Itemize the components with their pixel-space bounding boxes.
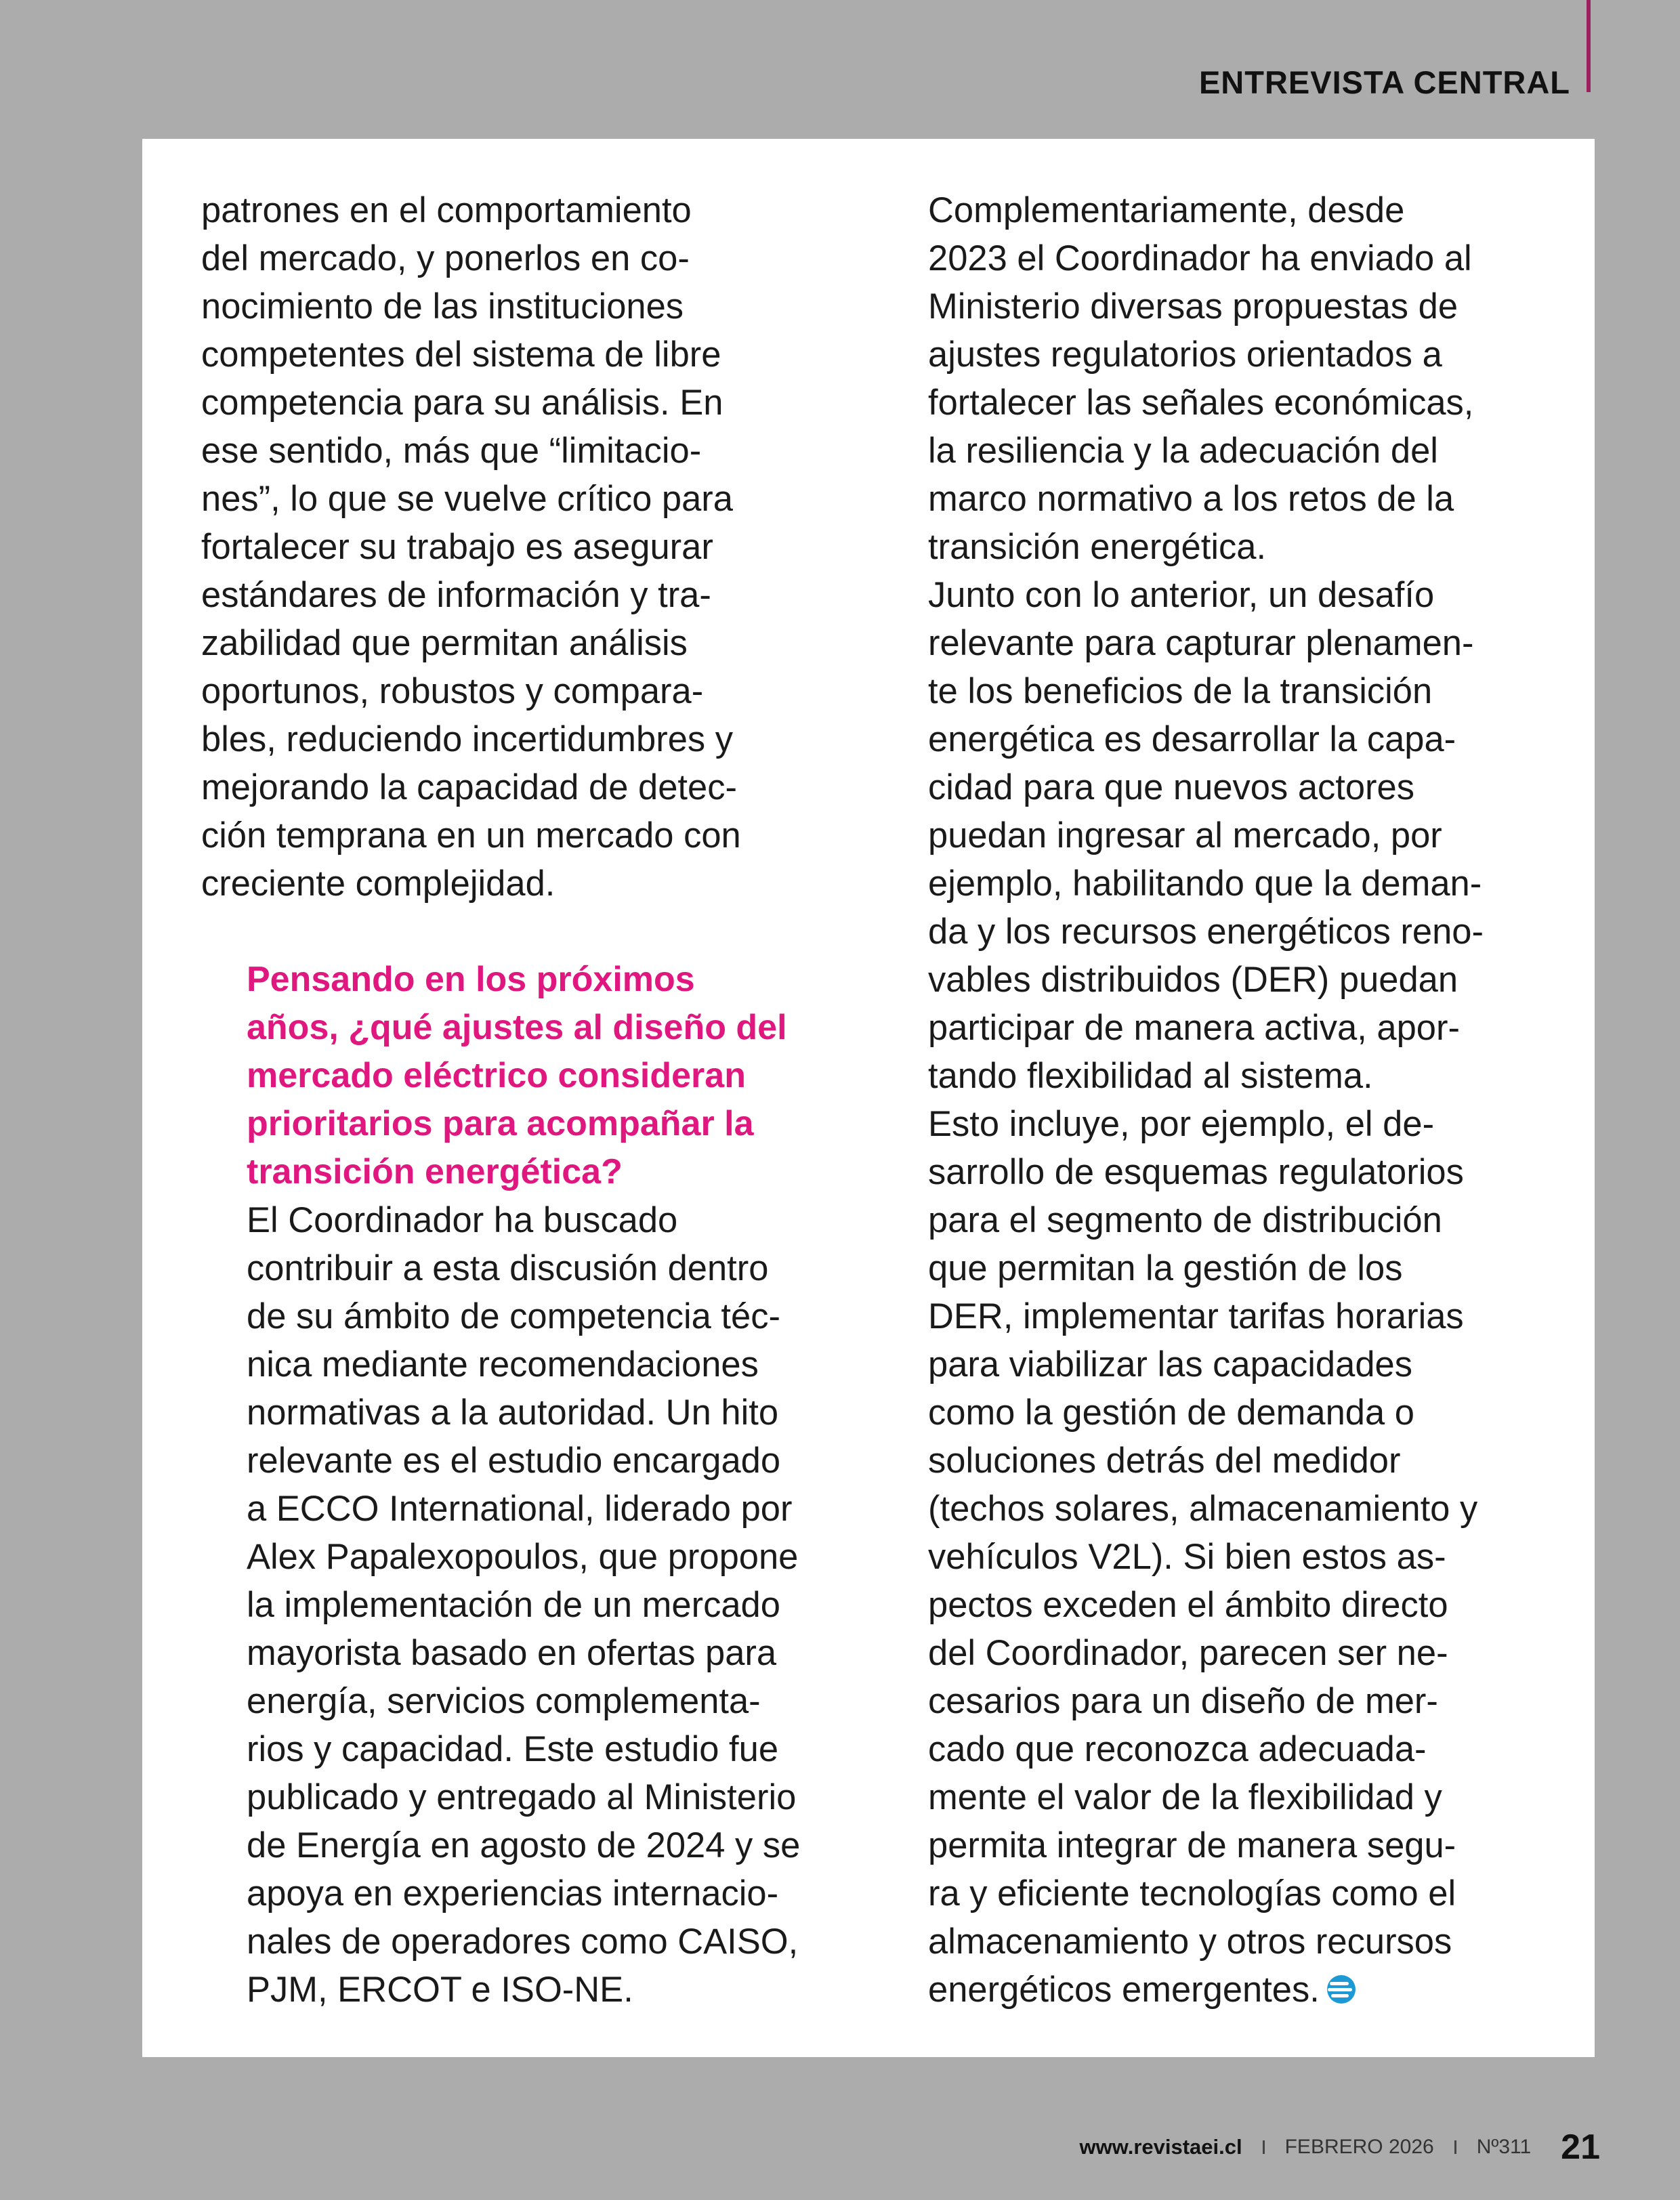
- text-line: mejorando la capacidad de detec-: [201, 767, 737, 807]
- text-line: Junto con lo anterior, un desafío: [928, 575, 1435, 615]
- text-line: competentes del sistema de libre: [201, 335, 721, 375]
- text-line: vehículos V2L). Si bien estos as-: [928, 1537, 1446, 1577]
- article-panel: [142, 139, 1595, 2057]
- text-line: para viabilizar las capacidades: [928, 1345, 1412, 1384]
- text-line: de su ámbito de competencia téc-: [247, 1296, 780, 1336]
- text-line: que permitan la gestión de los: [928, 1248, 1403, 1288]
- text-line: fortalecer las señales económicas,: [928, 383, 1474, 423]
- text-line: puedan ingresar al mercado, por: [928, 816, 1442, 855]
- text-line: PJM, ERCOT e ISO-NE.: [247, 1970, 633, 2010]
- text-line: nales de operadores como CAISO,: [247, 1922, 799, 1962]
- text-line: nes”, lo que se vuelve crítico para: [201, 479, 733, 519]
- footer-divider: [1454, 2140, 1456, 2154]
- text-line: de Energía en agosto de 2024 y se: [247, 1825, 801, 1865]
- text-line: estándares de información y tra-: [201, 575, 711, 615]
- text-line: 2023 el Coordinador ha enviado al: [928, 238, 1472, 278]
- right-column: [883, 186, 1519, 2014]
- text-line: Esto incluye, por ejemplo, el de-: [928, 1104, 1435, 1144]
- text-line: cesarios para un diseño de mer-: [928, 1681, 1438, 1721]
- accent-rule: [1587, 0, 1591, 92]
- text-line: contribuir a esta discusión dentro: [247, 1248, 769, 1288]
- text-line: vables distribuidos (DER) puedan: [928, 960, 1458, 1000]
- text-line: relevante es el estudio encargado: [247, 1441, 781, 1481]
- paragraph-2: [201, 1196, 831, 2014]
- text-line: para el segmento de distribución: [928, 1200, 1442, 1240]
- text-line: almacenamiento y otros recursos: [928, 1922, 1452, 1962]
- text-line: ajustes regulatorios orientados a: [928, 335, 1442, 375]
- text-line: bles, reduciendo incertidumbres y: [201, 719, 733, 759]
- footer-url[interactable]: www.revistaei.cl: [1079, 2135, 1242, 2159]
- text-line: apoya en experiencias internacio-: [247, 1874, 779, 1913]
- text-line: años, ¿qué ajustes al diseño del: [247, 1008, 787, 1047]
- text-line: cidad para que nuevos actores: [928, 767, 1414, 807]
- text-line: marco normativo a los retos de la: [928, 479, 1454, 519]
- text-line: pectos exceden el ámbito directo: [928, 1585, 1448, 1625]
- footer-issue: Nº311: [1476, 2136, 1532, 2158]
- text-line: zabilidad que permitan análisis: [201, 623, 688, 663]
- interview-question: [201, 956, 831, 1196]
- text-line: te los beneficios de la transición: [928, 671, 1433, 711]
- text-line: competencia para su análisis. En: [201, 383, 723, 423]
- text-line: oportunos, robustos y compara-: [201, 671, 704, 711]
- text-line: Pensando en los próximos: [247, 960, 695, 999]
- footer-divider: [1263, 2140, 1265, 2154]
- text-line: nocimiento de las instituciones: [201, 287, 684, 326]
- text-line: nica mediante recomendaciones: [247, 1345, 759, 1384]
- text-line: Ministerio diversas propuestas de: [928, 287, 1458, 326]
- paragraph-5: [883, 1100, 1519, 2014]
- text-line: (techos solares, almacenamiento y: [928, 1489, 1478, 1529]
- text-line: transición energética.: [928, 527, 1267, 567]
- text-line: sarrollo de esquemas regulatorios: [928, 1152, 1464, 1192]
- text-line: prioritarios para acompañar la: [247, 1104, 754, 1143]
- footer-date: FEBRERO 2026: [1284, 2136, 1434, 2158]
- text-line: permita integrar de manera segu-: [928, 1825, 1456, 1865]
- paragraph-3: [883, 186, 1519, 571]
- text-line: del Coordinador, parecen ser ne-: [928, 1633, 1448, 1673]
- end-of-article-icon: [1325, 1973, 1358, 2006]
- text-line: energéticos emergentes.: [883, 1966, 1519, 2014]
- text-line: relevante para capturar plenamen-: [928, 623, 1474, 663]
- text-line: El Coordinador ha buscado: [247, 1200, 678, 1240]
- text-line: a ECCO International, liderado por: [247, 1489, 793, 1529]
- text-line: la implementación de un mercado: [247, 1585, 780, 1625]
- section-header: ENTREVISTA CENTRAL: [1198, 64, 1570, 100]
- text-line: como la gestión de demanda o: [928, 1393, 1414, 1433]
- text-line: energía, servicios complementa-: [247, 1681, 761, 1721]
- page-number: 21: [1561, 2128, 1600, 2167]
- paragraph-1: [201, 186, 831, 908]
- text-line: participar de manera activa, apor-: [928, 1008, 1460, 1048]
- page-footer: [1080, 2127, 1600, 2167]
- text-line: normativas a la autoridad. Un hito: [247, 1393, 779, 1433]
- text-line: DER, implementar tarifas horarias: [928, 1296, 1464, 1336]
- left-column: [201, 186, 831, 2014]
- text-line: cado que reconozca adecuada-: [928, 1729, 1427, 1769]
- text-line: Alex Papalexopoulos, que propone: [247, 1537, 799, 1577]
- text-line: mercado eléctrico consideran: [247, 1056, 746, 1095]
- text-line: ra y eficiente tecnologías como el: [928, 1874, 1456, 1913]
- text-line: ción temprana en un mercado con: [201, 816, 741, 855]
- text-line: patrones en el comportamiento: [201, 190, 692, 230]
- text-line: da y los recursos energéticos reno-: [928, 912, 1484, 952]
- text-line: del mercado, y ponerlos en co-: [201, 238, 690, 278]
- text-line: ese sentido, más que “limitacio-: [201, 431, 702, 471]
- text-line: mayorista basado en ofertas para: [247, 1633, 777, 1673]
- text-line: publicado y entregado al Ministerio: [247, 1777, 797, 1817]
- text-line: ejemplo, habilitando que la deman-: [928, 864, 1482, 904]
- text-line: mente el valor de la flexibilidad y: [928, 1777, 1442, 1817]
- text-line: energética es desarrollar la capa-: [928, 719, 1456, 759]
- text-line: soluciones detrás del medidor: [928, 1441, 1401, 1481]
- text-line: creciente complejidad.: [201, 864, 555, 904]
- text-line: tando flexibilidad al sistema.: [928, 1056, 1373, 1096]
- text-line: Complementariamente, desde: [928, 190, 1405, 230]
- text-line: rios y capacidad. Este estudio fue: [247, 1729, 779, 1769]
- text-line: fortalecer su trabajo es asegurar: [201, 527, 713, 567]
- paragraph-4: [883, 571, 1519, 1100]
- text-line: transición energética?: [247, 1152, 623, 1191]
- text-line: la resiliencia y la adecuación del: [928, 431, 1438, 471]
